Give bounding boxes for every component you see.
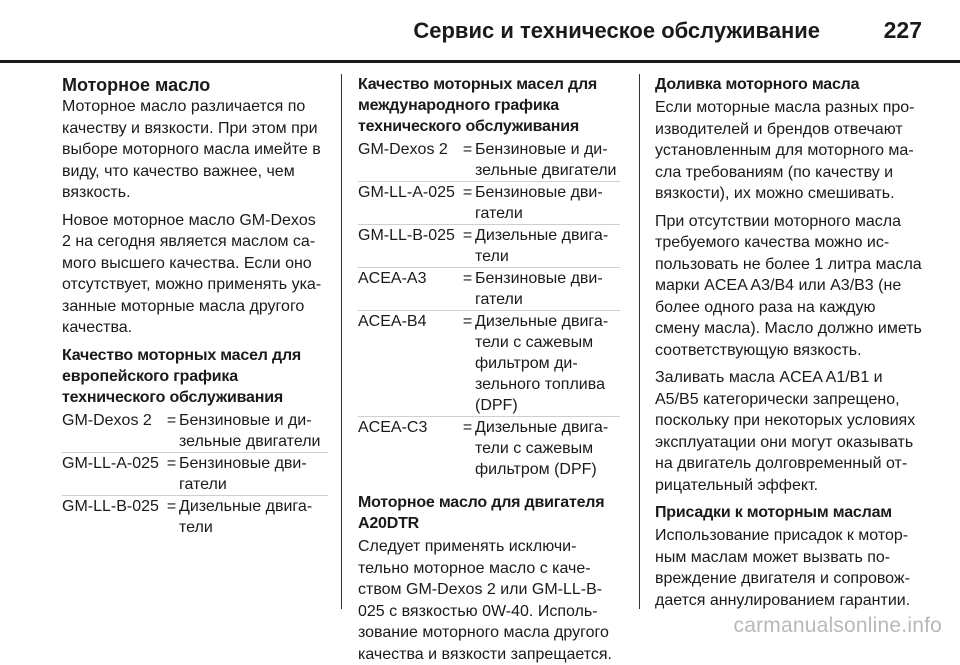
spec-code: ACEA-C3: [358, 419, 428, 436]
spec-code: GM-Dexos 2: [358, 141, 448, 158]
heading-international-table: Качество моторных масел для международного графика технического обслуживания: [358, 76, 598, 135]
spec-code: GM-LL-A-025: [62, 454, 159, 472]
table-row: [358, 225, 620, 268]
spec-code: ACEA-B4: [358, 313, 427, 330]
heading-oil-topup: Доливка моторного масла: [655, 76, 860, 93]
paragraph-a20dtr: Следует применять исключительно моторное масло с качеством GM-Dexos 2 или GM-LL-B-025 с вязкостью 0W-40. Использование моторного масла другого качества и вязкости запрещается.: [358, 538, 612, 663]
spec-description: Бензиновые и дизельные двигатели: [475, 141, 617, 179]
spec-equals: =: [462, 270, 473, 287]
paragraph-topup-forbidden: Заливать масла ACEA A1/B1 и A5/B5 категорически запрещено, поскольку при некоторых условиях эксплуатации они могут оказывать на двигатель долговременный отрицательный эффект.: [655, 369, 916, 494]
spec-table-international: [358, 139, 620, 480]
table-row: [358, 311, 620, 417]
watermark: carmanualsonline.info: [733, 614, 942, 637]
spec-equals: =: [462, 313, 473, 330]
page-title: Сервис и техническое обслуживание: [413, 18, 820, 43]
heading-additives: Присадки к моторным маслам: [655, 504, 892, 521]
paragraph-oil-quality: Моторное масло различается по качеству и вязкости. При этом при выборе моторного масла имейте в виду, что качество важнее, чем вязкость.: [62, 98, 321, 201]
spec-equals: =: [462, 141, 473, 158]
spec-equals: =: [462, 419, 473, 436]
table-row: [358, 268, 620, 311]
spec-equals: =: [166, 411, 177, 429]
paragraph-topup-mixing: Если моторные масла разных производителей и брендов отвечают установленным для моторного масла требованиям (по качеству и вязкости), их можно смешивать.: [655, 99, 915, 202]
spec-description: Бензиновые двигатели: [475, 270, 603, 308]
column-divider-1: [341, 74, 342, 609]
table-row: [62, 496, 328, 538]
spec-description: Бензиновые и дизельные двигатели: [179, 411, 321, 450]
paragraph-gm-dexos: Новое моторное масло GM-Dexos 2 на сегодня является маслом самого высшего качества. Если оно отсутствует, можно применять указанные моторные масла другого качества.: [62, 211, 322, 336]
spec-equals: =: [462, 227, 473, 244]
table-row: [62, 453, 328, 496]
spec-code: GM-Dexos 2: [62, 411, 152, 429]
header-rule: [0, 60, 960, 63]
spec-table-european: [62, 410, 328, 538]
paragraph-topup-substitute: При отсутствии моторного масла требуемого качества можно использовать не более 1 литра масла марки ACEA A3/B4 или A3/B3 (не более одного раза на каждую смену масла). Масло должно иметь соответствующую вязкость.: [655, 212, 922, 359]
section-heading-engine-oil: Моторное масло: [62, 75, 211, 95]
spec-equals: =: [166, 497, 177, 515]
table-row: [358, 182, 620, 225]
table-row: [358, 139, 620, 182]
column-middle: [358, 74, 620, 665]
spec-description: Дизельные двигатели: [475, 227, 609, 265]
spec-description: Дизельные двигатели: [179, 497, 313, 536]
spec-code: GM-LL-B-025: [358, 227, 455, 244]
spec-description: Дизельные двигатели с сажевым фильтром дизельного топлива (DPF): [475, 313, 609, 414]
column-left: [62, 74, 328, 550]
column-right: [655, 74, 923, 611]
spec-code: GM-LL-B-025: [62, 497, 159, 515]
heading-a20dtr: Моторное масло для двигателя A20DTR: [358, 494, 605, 532]
spec-equals: =: [462, 184, 473, 201]
spec-equals: =: [166, 454, 177, 472]
heading-european-table: Качество моторных масел для европейского графика технического обслуживания: [62, 346, 302, 406]
table-row: [358, 417, 620, 480]
paragraph-additives: Использование присадок к моторным маслам может вызвать повреждение двигателя и сопровождается аннулированием гарантии.: [655, 527, 911, 609]
spec-code: ACEA-A3: [358, 270, 427, 287]
spec-code: GM-LL-A-025: [358, 184, 455, 201]
spec-description: Бензиновые двигатели: [475, 184, 603, 222]
spec-description: Дизельные двигатели с сажевым фильтром (DPF): [475, 419, 609, 478]
column-divider-2: [639, 74, 640, 609]
spec-description: Бензиновые двигатели: [179, 454, 307, 493]
page-number: 227: [883, 17, 922, 43]
table-row: [62, 410, 328, 453]
